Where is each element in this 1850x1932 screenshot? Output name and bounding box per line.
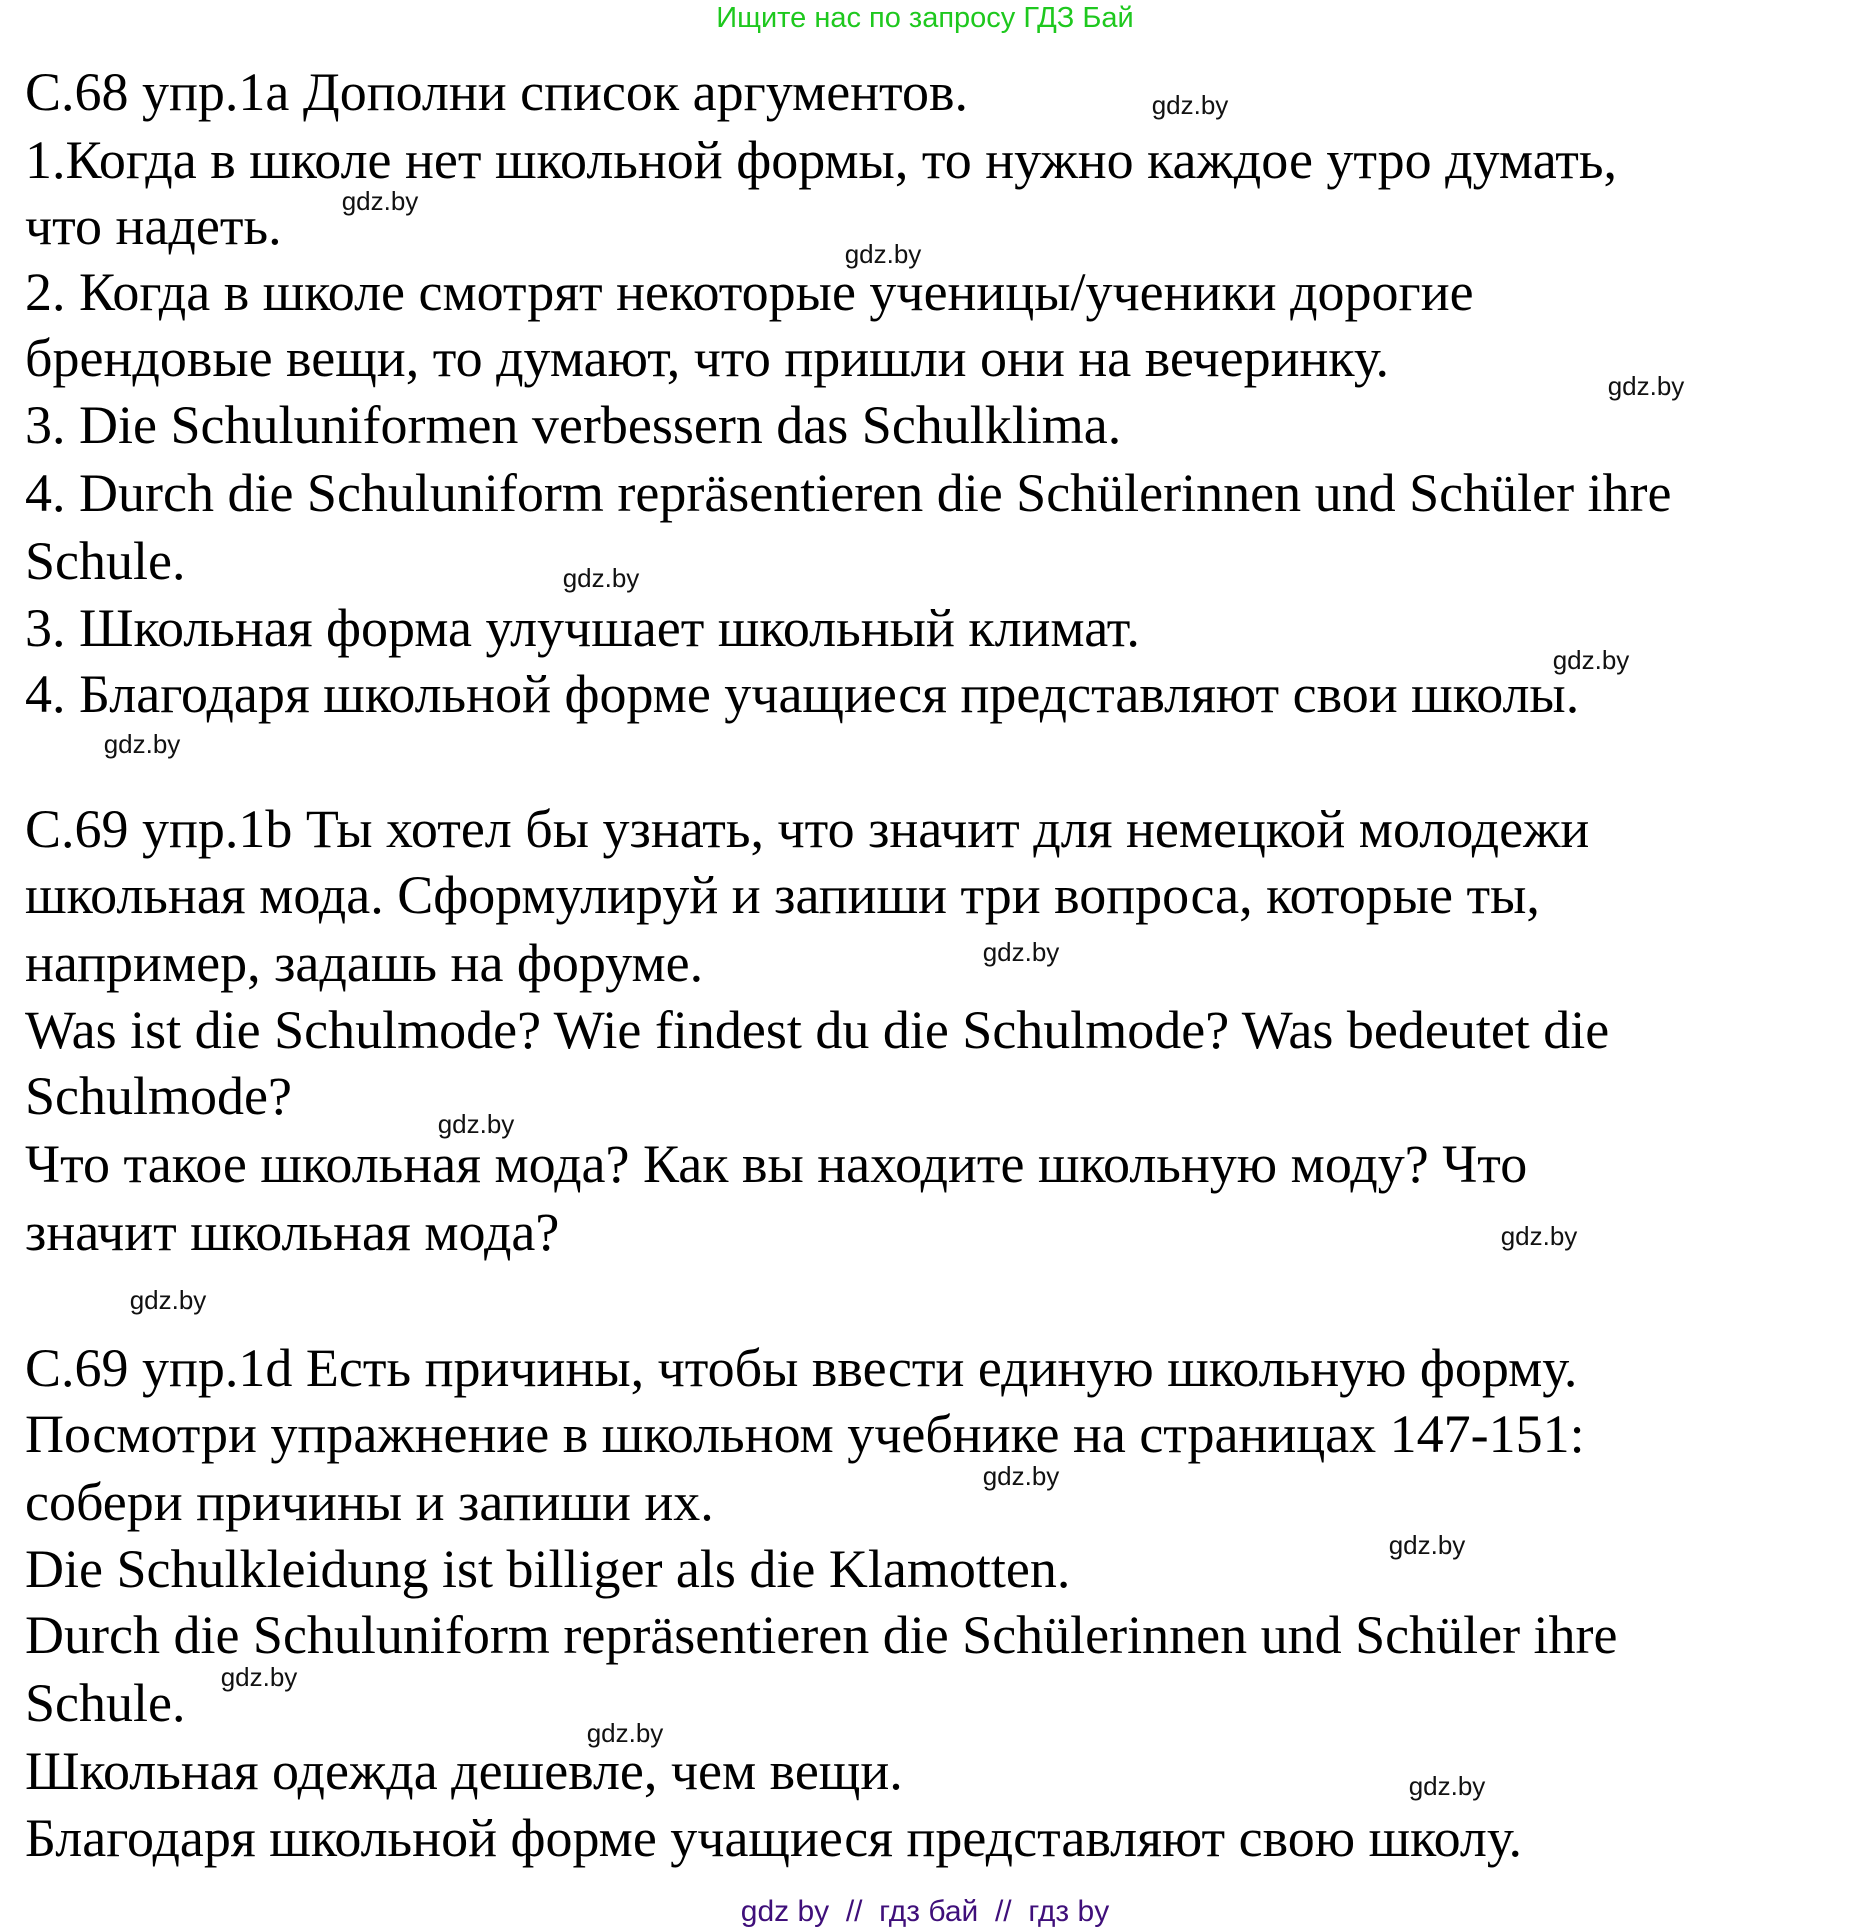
header-banner: Ищите нас по запросу ГДЗ Бай bbox=[716, 2, 1134, 34]
section-title: С.69 упр.1d Есть причины, чтобы ввести единую школьную форму. bbox=[25, 1338, 1578, 1398]
watermark: gdz.by bbox=[982, 1461, 1060, 1491]
watermark: gdz.by bbox=[586, 1718, 664, 1748]
section-title: С.69 упр.1b Ты хотел бы узнать, что значит для немецкой молодежи bbox=[25, 799, 1590, 859]
text-line: собери причины и запиши их. bbox=[25, 1472, 714, 1532]
watermark: gdz.by bbox=[1408, 1771, 1486, 1801]
text-line: Schulmode? bbox=[25, 1066, 292, 1126]
watermark: gdz.by bbox=[1607, 371, 1685, 401]
footer-banner: gdz by // гдз бай // гдз by bbox=[740, 1895, 1110, 1928]
text-line: школьная мода. Сформулируй и запиши три вопроса, которые ты, bbox=[25, 865, 1540, 925]
text-line: 3. Die Schuluniformen verbessern das Schulklima. bbox=[25, 395, 1122, 455]
text-line: что надеть. bbox=[25, 196, 282, 256]
text-line: 1.Когда в школе нет школьной формы, то нужно каждое утро думать, bbox=[25, 130, 1618, 190]
text-line: 3. Школьная форма улучшает школьный климат. bbox=[25, 598, 1140, 658]
text-line: 4. Durch die Schuluniform repräsentieren die Schülerinnen und Schüler ihre bbox=[25, 463, 1672, 523]
watermark: gdz.by bbox=[562, 563, 640, 593]
watermark: gdz.by bbox=[103, 729, 181, 759]
watermark: gdz.by bbox=[844, 239, 922, 269]
text-line: Благодаря школьной форме учащиеся представляют свою школу. bbox=[25, 1808, 1522, 1868]
text-line: 4. Благодаря школьной форме учащиеся представляют свои школы. bbox=[25, 664, 1580, 724]
text-line: Schule. bbox=[25, 531, 186, 591]
watermark: gdz.by bbox=[220, 1662, 298, 1692]
section-title: С.68 упр.1а Дополни список аргументов. bbox=[25, 62, 968, 122]
text-line: Was ist die Schulmode? Wie findest du die Schulmode? Was bedeutet die bbox=[25, 1000, 1610, 1060]
watermark: gdz.by bbox=[437, 1109, 515, 1139]
text-line: Durch die Schuluniform repräsentieren die Schülerinnen und Schüler ihre bbox=[25, 1605, 1618, 1665]
text-line: Что такое школьная мода? Как вы находите школьную моду? Что bbox=[25, 1134, 1528, 1194]
text-line: брендовые вещи, то думают, что пришли они на вечеринку. bbox=[25, 328, 1390, 388]
text-line: 2. Когда в школе смотрят некоторые ученицы/ученики дорогие bbox=[25, 262, 1474, 322]
watermark: gdz.by bbox=[982, 937, 1060, 967]
text-line: например, задашь на форуме. bbox=[25, 933, 704, 993]
watermark: gdz.by bbox=[1388, 1530, 1466, 1560]
text-line: значит школьная мода? bbox=[25, 1202, 560, 1262]
watermark: gdz.by bbox=[129, 1285, 207, 1315]
watermark: gdz.by bbox=[341, 186, 419, 216]
watermark: gdz.by bbox=[1151, 90, 1229, 120]
watermark: gdz.by bbox=[1500, 1221, 1578, 1251]
text-line: Die Schulkleidung ist billiger als die Klamotten. bbox=[25, 1539, 1071, 1599]
text-line: Школьная одежда дешевле, чем вещи. bbox=[25, 1741, 903, 1801]
text-line: Schule. bbox=[25, 1673, 186, 1733]
text-line: Посмотри упражнение в школьном учебнике на страницах 147-151: bbox=[25, 1404, 1585, 1464]
watermark: gdz.by bbox=[1552, 645, 1630, 675]
